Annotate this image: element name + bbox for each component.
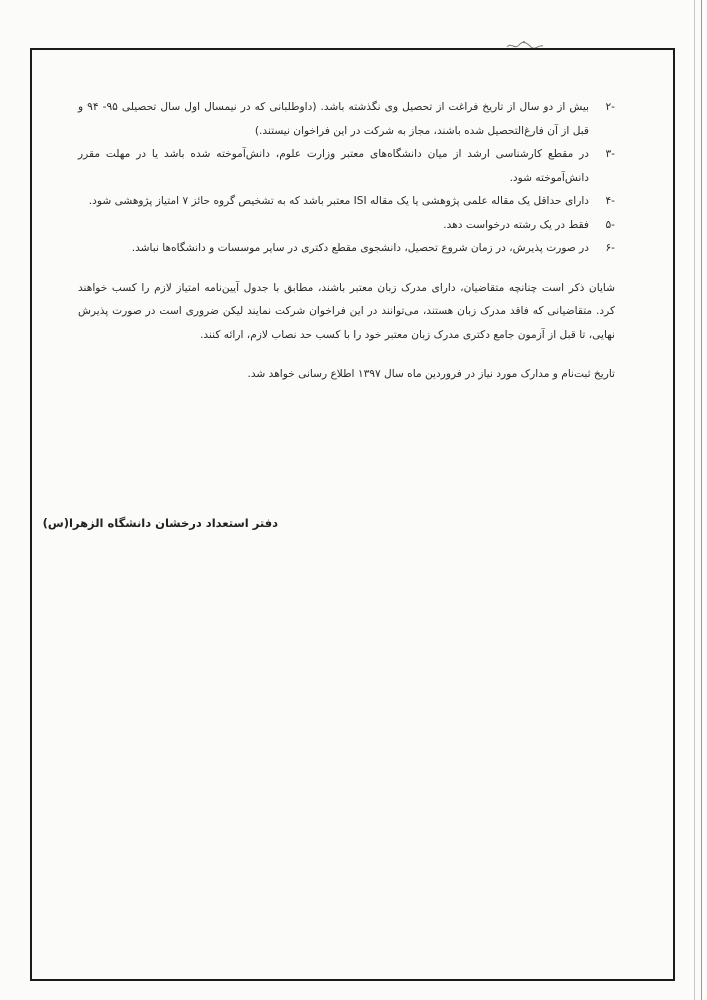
document-body (78, 96, 615, 387)
page-edge-shadow (694, 0, 695, 1000)
list-item (78, 96, 615, 143)
list-item (78, 143, 615, 190)
list-item (78, 190, 615, 214)
office-signature: دفتر استعداد درخشان دانشگاه الزهرا(س) (42, 516, 278, 530)
list-item-number: -۶ (605, 242, 615, 254)
list-item-text: فقط در یک رشته درخواست دهد. (443, 218, 589, 231)
page-edge (701, 0, 702, 1000)
registration-date-paragraph: تاریخ ثبت‌نام و مدارک مورد نیاز در فروردین ماه سال ۱۳۹۷ اطلاع رسانی خواهد شد. (247, 368, 615, 380)
list-item-text: بیش از دو سال از تاریخ فراغت از تحصیل وی نگذشته باشد. (داوطلبانی که در نیمسال اول سال تحصیلی ۹۵- ۹۴ و قبل از آن فارغ‌التحصیل شده باشند، مجاز به شرکت در این فراخوان نیستند.) (78, 101, 589, 137)
language-requirement-paragraph: شایان ذکر است چنانچه متقاضیان، دارای مدرک زبان معتبر باشند، مطابق با جدول آیین‌نامه امتیاز لازم را کسب خواهند کرد. متقاضیانی که فاقد مدرک زبان هستند، می‌توانند در این فراخوان شرکت نمایند لیکن ضروری است در صورت پذیرش نهایی، تا قبل از آزمون جامع دکتری مدرک زبان معتبر خود را با کسب حد نصاب لازم، ارائه کنند. (78, 281, 615, 341)
list-item-number: -۳ (605, 148, 615, 160)
list-item-number: -۵ (605, 218, 615, 231)
list-item-text: دارای حداقل یک مقاله علمی پژوهشی یا یک مقاله ISI معتبر باشد که به تشخیص گروه حائز ۷ امتیاز پژوهشی شود. (88, 195, 589, 207)
list-item-text: در مقطع کارشناسی ارشد از میان دانشگاه‌های معتبر وزارت علوم، دانش‌آموخته شده باشد یا در مهلت مقرر دانش‌آموخته شود. (78, 148, 589, 184)
list-item-number: -۴ (605, 195, 615, 207)
list-item (78, 214, 615, 238)
requirements-list (78, 96, 615, 261)
list-item (78, 237, 615, 261)
list-item-text: در صورت پذیرش، در زمان شروع تحصیل، دانشجوی مقطع دکتری در سایر موسسات و دانشگاه‌ها نباشد. (131, 242, 589, 254)
list-item-number: -۲ (605, 101, 615, 113)
